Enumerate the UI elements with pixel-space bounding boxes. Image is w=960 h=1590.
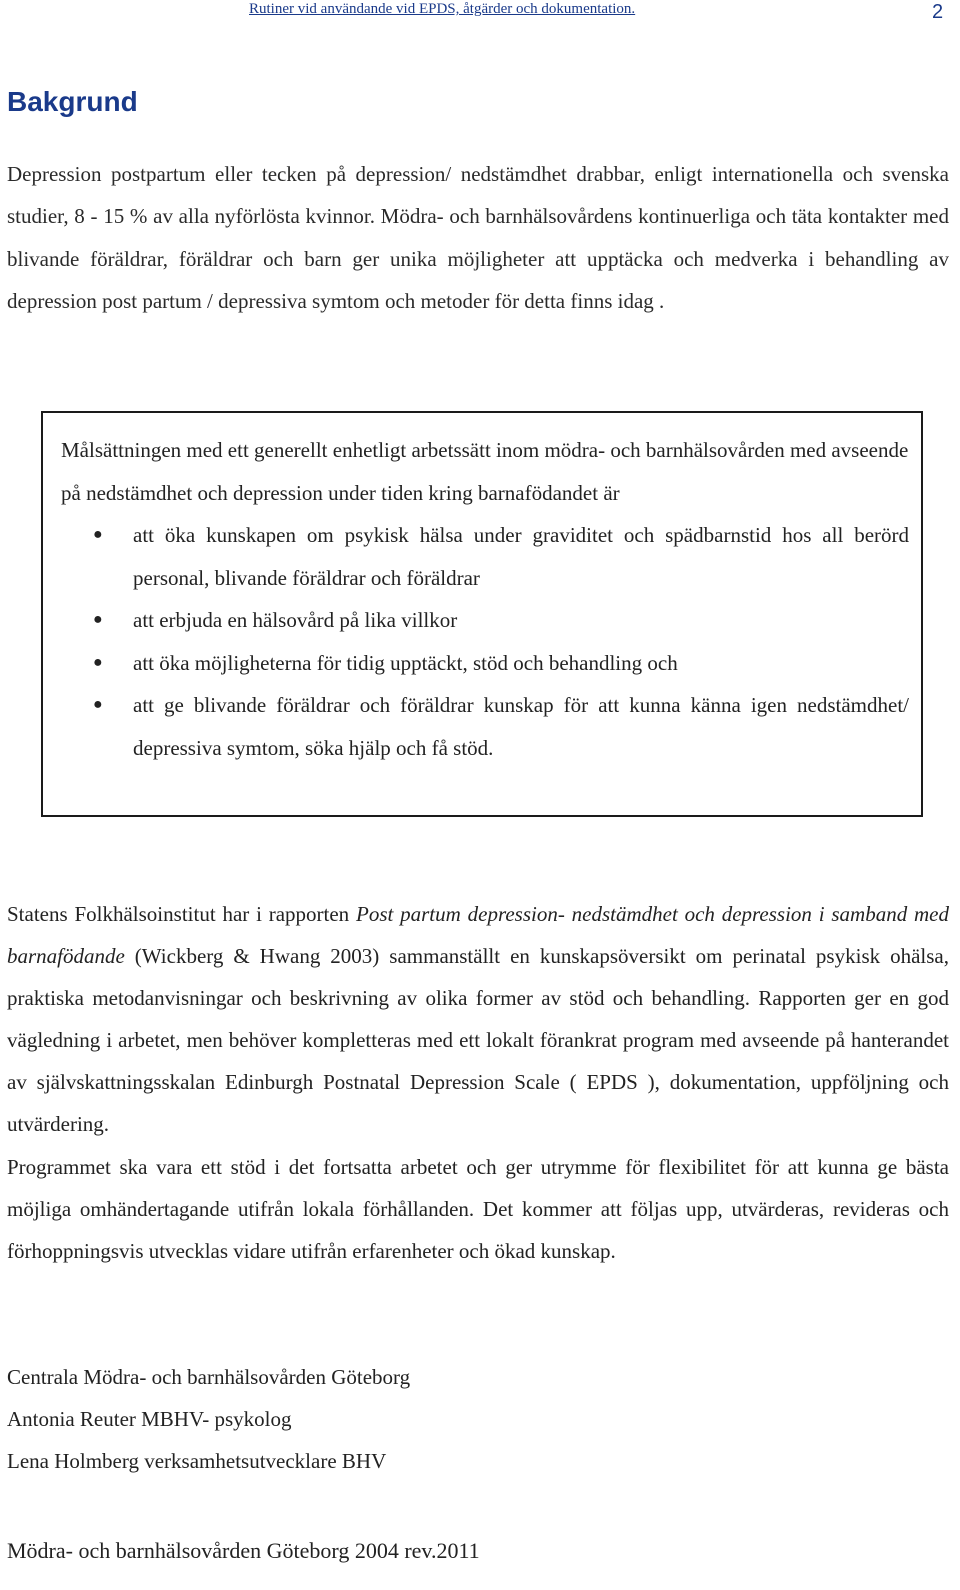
goal-intro: Målsättningen med ett generellt enhetligt arbetssätt inom mödra- och barnhälsovården med avseende på nedstämdhet och depression under tiden kring barnafödandet är (61, 438, 909, 505)
bullet-icon: ● (93, 526, 103, 543)
signature-line: Centrala Mödra- och barnhälsovården Göteborg (7, 1365, 411, 1389)
goal-list (61, 514, 909, 769)
goal-item-text: att erbjuda en hälsovård på lika villkor (133, 608, 458, 632)
report-text-before: Statens Folkhälsoinstitut har i rapporten (7, 902, 356, 926)
page-number: 2 (932, 1, 944, 23)
report-paragraph (7, 893, 949, 1272)
bullet-icon: ● (93, 696, 103, 713)
goal-box (41, 411, 923, 817)
signature-line: Antonia Reuter MBHV- psykolog (7, 1407, 292, 1431)
signature-line: Lena Holmberg verksamhetsutvecklare BHV (7, 1449, 387, 1473)
goal-content (61, 429, 909, 769)
goal-item-text: att öka möjligheterna för tidig upptäckt, stöd och behandling och (133, 650, 678, 675)
intro-paragraph: Depression postpartum eller tecken på depression/ nedstämdhet drabbar, enligt internationella och svenska studier, 8 - 15 % av alla nyförlösta kvinnor. Mödra- och barnhälsovårdens kontinuerliga och täta kontakter med blivande föräldrar, föräldrar och barn ger unika möjligheter att upptäcka och medverka i behandling av depression post partum / depressiva symtom och metoder för detta finns idag . (7, 162, 949, 313)
section-heading: Bakgrund (7, 86, 138, 117)
goal-list-item (61, 642, 909, 685)
report-text-after: (Wickberg & Hwang 2003) sammanställt en kunskapsöversikt om perinatal psykisk ohälsa, praktiska metodanvisningar och beskrivning av olika former av stöd och behandling. Rapporten ger en god vägledning i arbetet, men behöver kompletteras med ett lokalt förankrat program med avseende på hanterandet av självskattningsskalan Edinburgh Postnatal Depression Scale ( EPDS ), dokumentation, uppföljning och utvärdering. (7, 944, 949, 1137)
goal-list-item (61, 514, 909, 599)
goal-item-text: att ge blivande föräldrar och föräldrar kunskap för att kunna känna igen nedstämdhet/ depressiva symtom, söka hjälp och få stöd. (133, 693, 909, 760)
goal-list-item (61, 599, 909, 642)
signatures (7, 1356, 410, 1482)
bullet-icon: ● (93, 611, 103, 628)
goal-item-text: att öka kunskapen om psykisk hälsa under graviditet och spädbarnstid hos all berörd personal, blivande föräldrar och föräldrar (133, 523, 909, 590)
bullet-icon: ● (93, 653, 103, 671)
report-title: Post partum depression- nedstämdhet och depression i samband med barnafödande (7, 902, 949, 969)
header-title[interactable]: Rutiner vid användande vid EPDS, åtgärder och dokumentation. (249, 1, 636, 17)
page-footer: Mödra- och barnhälsovården Göteborg 2004 rev.2011 (7, 1538, 480, 1563)
program-text: Programmet ska vara ett stöd i det fortsatta arbetet och ger utrymme för flexibilitet för att kunna ge bästa möjliga omhändertagande utifrån lokala förhållanden. Det kommer att följas upp, utvärderas, revideras och förhoppningsvis utvecklas vidare utifrån erfarenheter och ökad kunskap. (7, 1154, 949, 1263)
goal-list-item (61, 684, 909, 769)
